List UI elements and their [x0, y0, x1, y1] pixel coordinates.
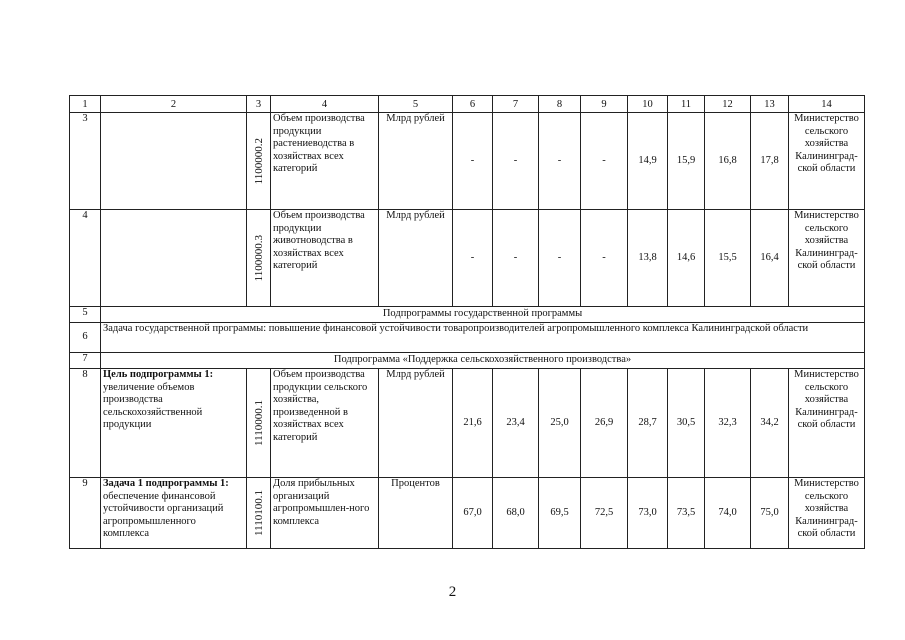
table-row	[70, 478, 865, 549]
indicator-code-cell	[247, 478, 271, 549]
state-program-task: Задача государственной программы: повышение финансовой устойчивости товаропроизводителей агропромышленного комплекса Калининградской области	[101, 323, 865, 353]
section-row	[70, 307, 865, 323]
value-cell: 26,9	[581, 369, 628, 478]
section-row	[70, 353, 865, 369]
table-row	[70, 369, 865, 478]
row-number: 5	[70, 307, 101, 323]
value-cell: 16,8	[705, 113, 751, 210]
value-cell: -	[539, 210, 581, 307]
task-text: обеспечение финансовой устойчивости организаций агропромышленного комплекса	[103, 490, 224, 540]
page-number: 2	[448, 584, 457, 600]
indicators-table	[69, 95, 865, 549]
value-cell: 74,0	[705, 478, 751, 549]
column-header: 12	[705, 96, 751, 113]
indicator-name: Объем производства продукции растениеводства в хозяйствах всех категорий	[271, 113, 379, 210]
unit: Млрд рублей	[379, 369, 453, 478]
task-title: Задача 1 подпрограммы 1:	[103, 478, 229, 489]
indicator-name: Объем производства продукции сельского хозяйства, произведенной в хозяйствах всех категорий	[271, 369, 379, 478]
indicator-code: 1110100.1	[252, 490, 265, 536]
value-cell: 13,8	[628, 210, 668, 307]
column-header: 1	[70, 96, 101, 113]
indicator-name: Объем производства продукции животноводства в хозяйствах всех категорий	[271, 210, 379, 307]
responsible-ministry: Министерство сельского хозяйства Калининград-ской области	[789, 478, 865, 549]
row-number: 9	[70, 478, 101, 549]
goal-cell	[101, 113, 247, 210]
value-cell: 14,9	[628, 113, 668, 210]
column-header: 5	[379, 96, 453, 113]
value-cell: 68,0	[493, 478, 539, 549]
goal-cell	[101, 369, 247, 478]
value-cell: 25,0	[539, 369, 581, 478]
value-cell: -	[453, 113, 493, 210]
indicator-code-cell	[247, 210, 271, 307]
row-number: 8	[70, 369, 101, 478]
column-header: 11	[668, 96, 705, 113]
value-cell: -	[493, 113, 539, 210]
value-cell: -	[453, 210, 493, 307]
subprogram-title: Подпрограмма «Поддержка сельскохозяйственного производства»	[101, 353, 865, 369]
row-number: 7	[70, 353, 101, 369]
value-cell: 75,0	[751, 478, 789, 549]
column-header: 10	[628, 96, 668, 113]
column-numbers-row	[70, 96, 865, 113]
column-header: 8	[539, 96, 581, 113]
value-cell: 32,3	[705, 369, 751, 478]
responsible-ministry: Министерство сельского хозяйства Калининград-ской области	[789, 210, 865, 307]
indicator-code: 1100000.2	[252, 137, 265, 185]
unit: Процентов	[379, 478, 453, 549]
row-number: 3	[70, 113, 101, 210]
indicator-code-cell	[247, 369, 271, 478]
value-cell: 14,6	[668, 210, 705, 307]
value-cell: -	[581, 210, 628, 307]
indicator-code-cell	[247, 113, 271, 210]
value-cell: 72,5	[581, 478, 628, 549]
value-cell: 28,7	[628, 369, 668, 478]
column-header: 13	[751, 96, 789, 113]
indicator-code: 1100000.3	[252, 234, 265, 282]
column-header: 6	[453, 96, 493, 113]
value-cell: 30,5	[668, 369, 705, 478]
column-header: 9	[581, 96, 628, 113]
table-row	[70, 113, 865, 210]
column-header: 3	[247, 96, 271, 113]
column-header: 14	[789, 96, 865, 113]
value-cell: 69,5	[539, 478, 581, 549]
goal-cell	[101, 478, 247, 549]
value-cell: 21,6	[453, 369, 493, 478]
section-row	[70, 323, 865, 353]
column-header: 7	[493, 96, 539, 113]
value-cell: 34,2	[751, 369, 789, 478]
value-cell: -	[493, 210, 539, 307]
responsible-ministry: Министерство сельского хозяйства Калининград-ской области	[789, 369, 865, 478]
goal-text: увеличение объемов производства сельскохозяйственной продукции	[103, 381, 203, 431]
unit: Млрд рублей	[379, 210, 453, 307]
table-row	[70, 210, 865, 307]
value-cell: 73,0	[628, 478, 668, 549]
indicator-name: Доля прибыльных организаций агропромышлен-ного комплекса	[271, 478, 379, 549]
goal-title: Цель подпрограммы 1:	[103, 369, 214, 380]
row-number: 4	[70, 210, 101, 307]
value-cell: 67,0	[453, 478, 493, 549]
column-header: 4	[271, 96, 379, 113]
value-cell: 16,4	[751, 210, 789, 307]
section-title: Подпрограммы государственной программы	[101, 307, 865, 323]
value-cell: 17,8	[751, 113, 789, 210]
value-cell: -	[581, 113, 628, 210]
unit: Млрд рублей	[379, 113, 453, 210]
row-number: 6	[70, 323, 101, 353]
column-header: 2	[101, 96, 247, 113]
value-cell: 15,9	[668, 113, 705, 210]
value-cell: 73,5	[668, 478, 705, 549]
value-cell: 15,5	[705, 210, 751, 307]
indicator-code: 1110000.1	[252, 400, 265, 446]
value-cell: 23,4	[493, 369, 539, 478]
goal-cell	[101, 210, 247, 307]
value-cell: -	[539, 113, 581, 210]
responsible-ministry: Министерство сельского хозяйства Калининград-ской области	[789, 113, 865, 210]
